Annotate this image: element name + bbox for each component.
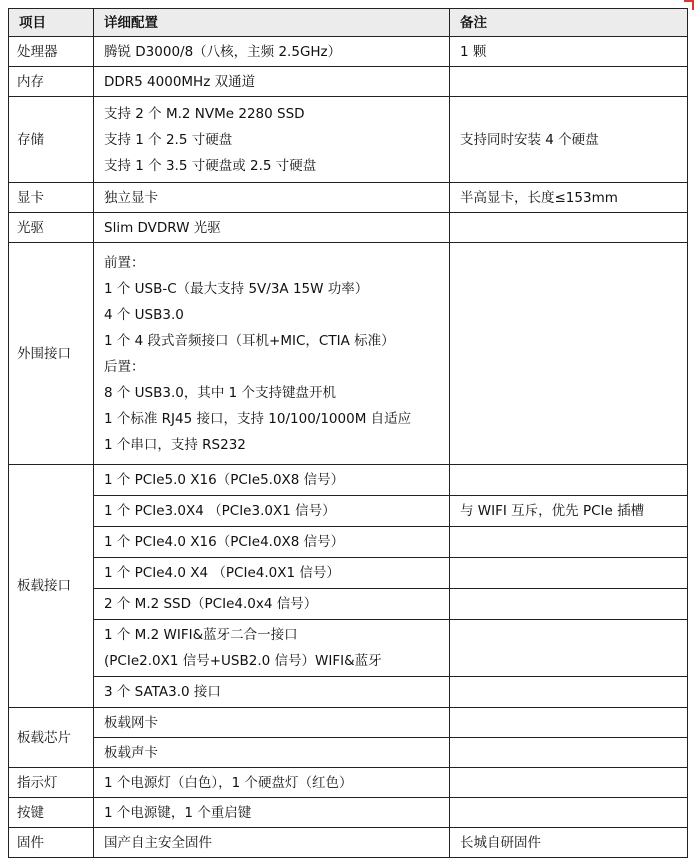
leds-detail: 1 个电源灯（白色），1 个硬盘灯（红色）: [94, 768, 450, 798]
onboard-category: 板载接口: [9, 465, 94, 708]
ports-line: 1 个 USB-C（最大支持 5V/3A 15W 功率）: [104, 280, 369, 297]
onboard-line: 1 个 M.2 WIFI&蓝牙二合一接口: [104, 627, 298, 643]
onboard-line: (PCIe2.0X1 信号+USB2.0 信号）WIFI&蓝牙: [104, 653, 382, 669]
leds-note: [450, 768, 688, 798]
ports-line: 后置：: [104, 358, 145, 375]
row-ports: [9, 243, 688, 465]
row-onboard: [9, 620, 688, 677]
onboard-note: [450, 527, 688, 558]
chips-note: [450, 708, 688, 738]
storage-category: 存储: [9, 97, 94, 183]
firmware-detail: 国产自主安全固件: [94, 828, 450, 858]
firmware-category: 固件: [9, 828, 94, 858]
storage-line: 支持 2 个 M.2 NVMe 2280 SSD: [104, 105, 305, 122]
ports-line: 8 个 USB3.0，其中 1 个支持键盘开机: [104, 384, 337, 401]
firmware-note: 长城自研固件: [450, 828, 688, 858]
cpu-category: 处理器: [9, 37, 94, 67]
row-gpu: [9, 183, 688, 213]
row-onboard: [9, 465, 688, 496]
row-onboard: [9, 527, 688, 558]
buttons-note: [450, 798, 688, 828]
storage-note: 支持同时安装 4 个硬盘: [450, 97, 688, 183]
ports-detail: [94, 243, 450, 465]
row-onboard: [9, 496, 688, 527]
row-chips: [9, 708, 688, 738]
leds-category: 指示灯: [9, 768, 94, 798]
chips-detail: 板载网卡: [94, 708, 450, 738]
header-detail: 详细配置: [94, 9, 450, 37]
onboard-detail: 2 个 M.2 SSD（PCIe4.0x4 信号）: [94, 589, 450, 620]
header-note: 备注: [450, 9, 688, 37]
header-row: [9, 9, 688, 37]
onboard-note: 与 WIFI 互斥，优先 PCIe 插槽: [450, 496, 688, 527]
chips-detail: 板载声卡: [94, 738, 450, 768]
row-cpu: [9, 37, 688, 67]
memory-detail: DDR5 4000MHz 双通道: [94, 67, 450, 97]
onboard-detail: 1 个 PCIe5.0 X16（PCIe5.0X8 信号）: [94, 465, 450, 496]
row-onboard: [9, 589, 688, 620]
spec-table: [8, 8, 688, 858]
storage-detail: [94, 97, 450, 183]
onboard-detail: 1 个 PCIe3.0X4 （PCIe3.0X1 信号）: [94, 496, 450, 527]
ports-line: 1 个 4 段式音频接口（耳机+MIC，CTIA 标准）: [104, 332, 395, 349]
storage-line: 支持 1 个 2.5 寸硬盘: [104, 131, 233, 148]
cpu-note: 1 颗: [450, 37, 688, 67]
optical-note: [450, 213, 688, 243]
row-onboard: [9, 558, 688, 589]
gpu-note: 半高显卡，长度≤153mm: [450, 183, 688, 213]
optical-category: 光驱: [9, 213, 94, 243]
row-leds: [9, 768, 688, 798]
ports-line: 前置：: [104, 254, 145, 271]
buttons-category: 按键: [9, 798, 94, 828]
gpu-detail: 独立显卡: [94, 183, 450, 213]
onboard-detail: 1 个 PCIe4.0 X16（PCIe4.0X8 信号）: [94, 527, 450, 558]
onboard-note: [450, 677, 688, 708]
row-firmware: [9, 828, 688, 858]
row-onboard: [9, 677, 688, 708]
memory-category: 内存: [9, 67, 94, 97]
chips-category: 板载芯片: [9, 708, 94, 768]
ports-category: 外围接口: [9, 243, 94, 465]
onboard-detail: [94, 620, 450, 677]
ports-line: 1 个标准 RJ45 接口，支持 10/100/1000M 自适应: [104, 410, 412, 427]
header-item: 项目: [9, 9, 94, 37]
onboard-note: [450, 589, 688, 620]
row-memory: [9, 67, 688, 97]
storage-line: 支持 1 个 3.5 寸硬盘或 2.5 寸硬盘: [104, 157, 317, 174]
onboard-detail: 1 个 PCIe4.0 X4 （PCIe4.0X1 信号）: [94, 558, 450, 589]
row-storage: [9, 97, 688, 183]
cpu-detail: 腾锐 D3000/8（八核，主频 2.5GHz）: [94, 37, 450, 67]
onboard-note: [450, 465, 688, 496]
buttons-detail: 1 个电源键，1 个重启键: [94, 798, 450, 828]
row-optical: [9, 213, 688, 243]
onboard-note: [450, 620, 688, 677]
ports-line: 4 个 USB3.0: [104, 306, 184, 323]
onboard-detail: 3 个 SATA3.0 接口: [94, 677, 450, 708]
ports-line: 1 个串口，支持 RS232: [104, 436, 246, 453]
row-chips: [9, 738, 688, 768]
chips-note: [450, 738, 688, 768]
gpu-category: 显卡: [9, 183, 94, 213]
onboard-note: [450, 558, 688, 589]
row-buttons: [9, 798, 688, 828]
optical-detail: Slim DVDRW 光驱: [94, 213, 450, 243]
memory-note: [450, 67, 688, 97]
ports-note: [450, 243, 688, 465]
